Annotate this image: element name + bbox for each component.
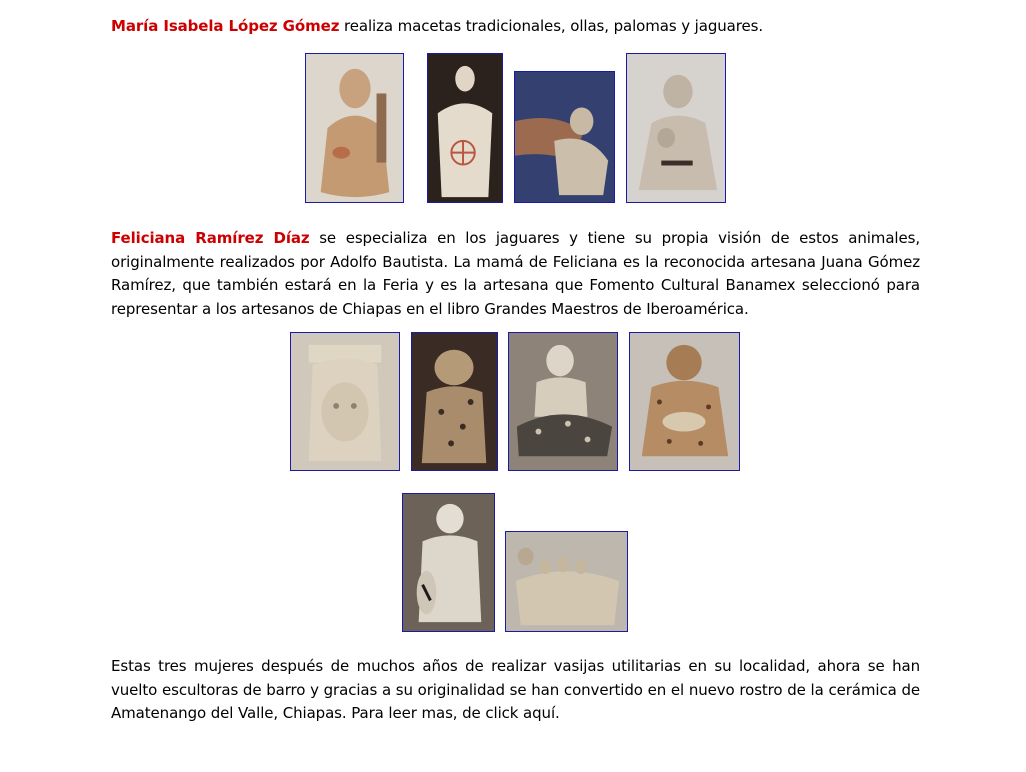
- photo-man-with-jaguar[interactable]: [508, 332, 618, 471]
- clay-figure-image: [428, 54, 502, 202]
- clay-figure-image: [509, 333, 617, 470]
- clay-figure-image: [506, 532, 627, 631]
- artisan-name-maria: María Isabela López Gómez: [111, 17, 340, 35]
- photo-seated-woman-vase[interactable]: [305, 53, 404, 203]
- clay-figure-image: [630, 333, 739, 470]
- closing-text: Estas tres mujeres después de muchos años de realizar vasijas utilitarias en su localidad, ahora se han vuelto escultoras de barro y gracias a su originalidad se han convertido en el nuevo rostro de la cerámica de Amatenango del Valle, Chiapas. Para leer mas, de: [111, 657, 920, 722]
- photo-hands-shaping-clay[interactable]: [514, 71, 615, 203]
- photo-jaguar-man-bowl[interactable]: [629, 332, 740, 471]
- photo-hand-with-figures[interactable]: [505, 531, 628, 632]
- clay-figure-image: [412, 333, 497, 470]
- artisan-paragraph-1: [111, 15, 920, 39]
- artisan-description-1: realiza macetas tradicionales, ollas, palomas y jaguares.: [339, 17, 764, 35]
- photo-jaguar-figure[interactable]: [411, 332, 498, 471]
- closing-end: .: [555, 704, 560, 722]
- photo-painted-vase-figure[interactable]: [427, 53, 503, 203]
- artisan-description-2: se especializa en los jaguares y tiene su propia visión de estos animales, originalmente realizados por Adolfo Bautista. La mamá de Feliciana es la reconocida artesana Juana Gómez Ramírez, que también estará en la Feria y es la artesana que Fomento Cultural Banamex seleccionó para representar a los artesanos de Chiapas en el libro Grandes Maestros de Iberoamérica.: [111, 229, 920, 318]
- clay-figure-image: [515, 72, 614, 202]
- photo-woman-holding-child[interactable]: [626, 53, 726, 203]
- clay-figure-image: [291, 333, 399, 470]
- photo-mother-figure[interactable]: [402, 493, 495, 632]
- artisan-paragraph-2: [111, 227, 920, 321]
- clay-figure-image: [403, 494, 494, 631]
- clay-figure-image: [306, 54, 403, 202]
- photo-face-vase[interactable]: [290, 332, 400, 471]
- artisan-name-feliciana: Feliciana Ramírez Díaz: [111, 229, 310, 247]
- read-more-link[interactable]: click aquí: [485, 704, 556, 722]
- clay-figure-image: [627, 54, 725, 202]
- closing-paragraph: [111, 655, 920, 726]
